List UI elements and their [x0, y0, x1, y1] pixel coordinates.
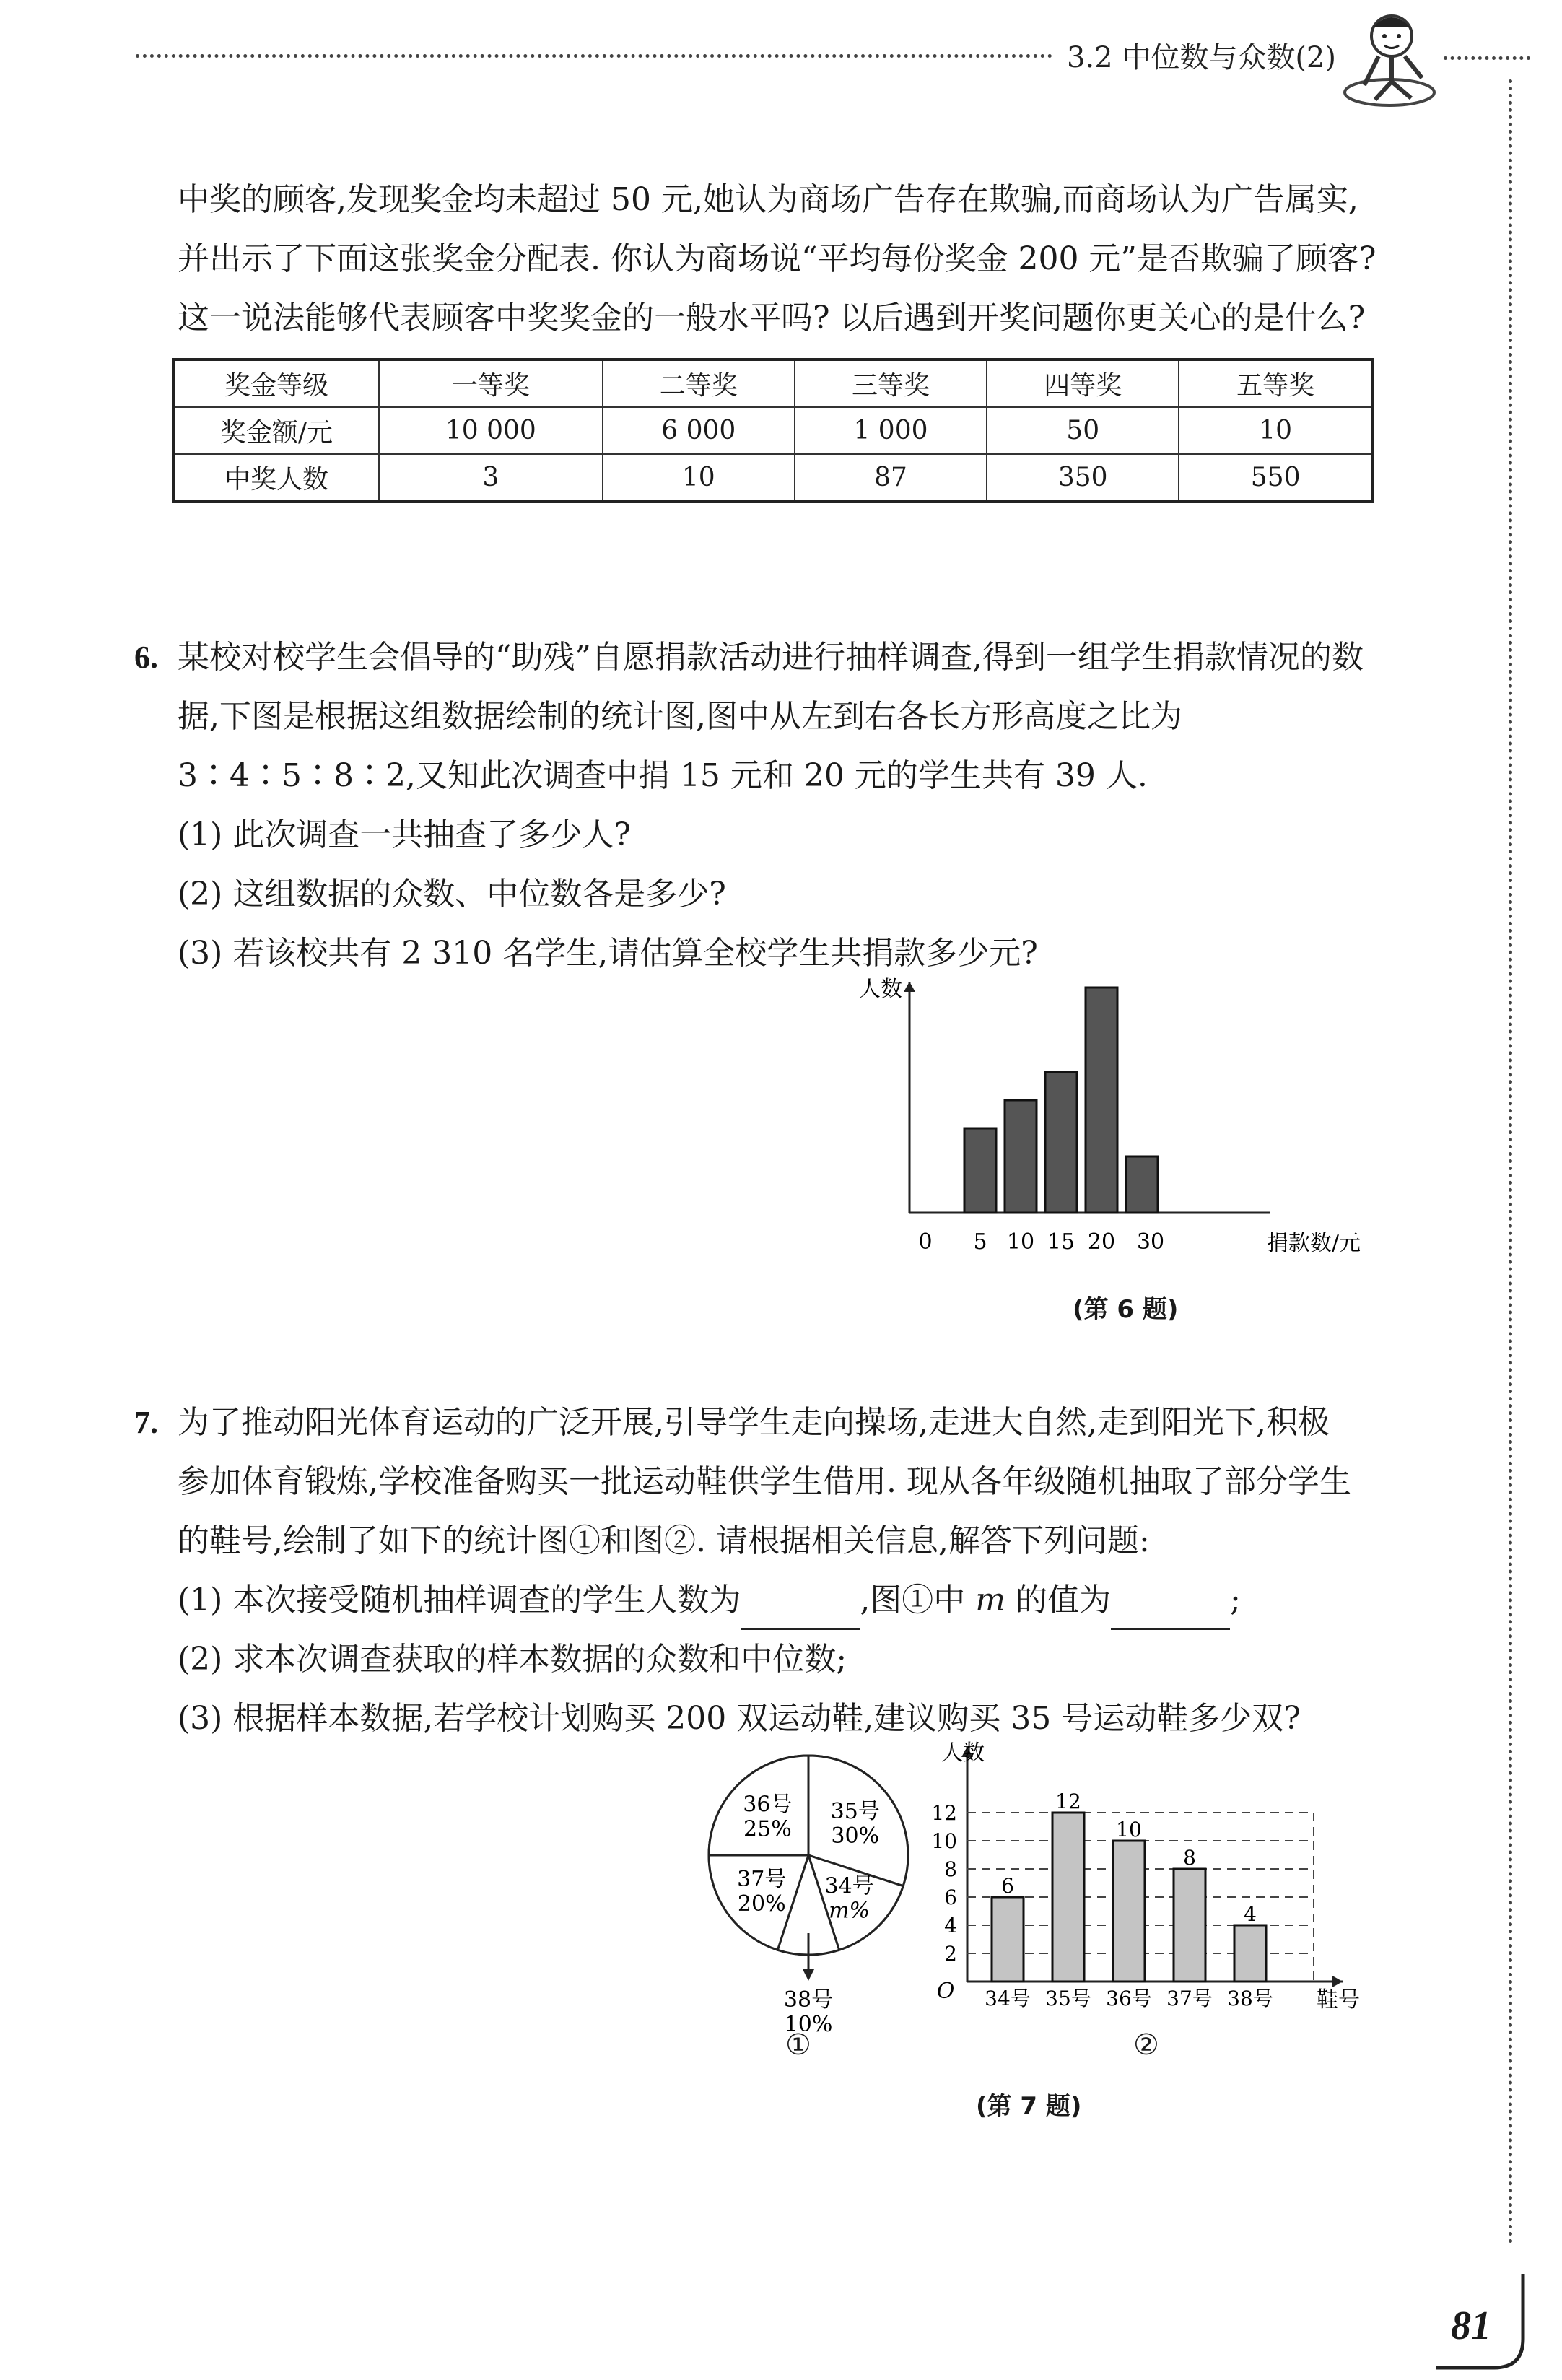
page-number: 81 — [1451, 2303, 1491, 2348]
table-cell: 五等奖 — [1179, 359, 1373, 407]
shoe-size-pie-chart — [686, 1732, 931, 2037]
table-cell: 一等奖 — [379, 359, 603, 407]
x-axis-label: 捐款数/元 — [1266, 1231, 1361, 1256]
table-cell: 三等奖 — [795, 359, 987, 407]
q7-sub-1-text-c: 的值为 — [1005, 1582, 1112, 1618]
prize-table — [172, 358, 1374, 503]
q7-sub-1-text-a: (1) 本次接受随机抽样调查的学生人数为 — [178, 1582, 741, 1618]
x-tick-label: 34号 — [985, 1987, 1031, 2010]
pie-label-value: 20% — [737, 1891, 786, 1917]
bar-34号 — [992, 1897, 1024, 1982]
y-axis-label: 人数 — [859, 977, 902, 1002]
header-rule — [136, 54, 1052, 58]
y-tick-label: 8 — [944, 1857, 957, 1881]
x-tick-label: 5 — [973, 1229, 987, 1255]
q6-number: 6. — [134, 640, 158, 675]
row-header: 中奖人数 — [173, 454, 379, 502]
pie-label-value: m% — [829, 1898, 871, 1924]
x-tick-label: 20 — [1087, 1229, 1116, 1255]
table-cell: 87 — [795, 454, 987, 502]
q7-line-3: 的鞋号,绘制了如下的统计图①和图②. 请根据相关信息,解答下列问题: — [178, 1522, 1150, 1559]
x-tick-label: 15 — [1047, 1229, 1075, 1255]
bar-10 — [1005, 1100, 1037, 1213]
pie-label-name: 37号 — [737, 1867, 787, 1893]
fig1-label: ① — [785, 2028, 811, 2062]
y-tick-label: 6 — [944, 1886, 957, 1909]
q7-sub-2: (2) 求本次调查获取的样本数据的众数和中位数; — [178, 1641, 847, 1678]
q6-line-2: 据,下图是根据这组数据绘制的统计图,图中从左到右各长方形高度之比为 — [178, 698, 1182, 735]
x-tick-label: 37号 — [1166, 1987, 1213, 2010]
bar-value-label: 12 — [1055, 1790, 1081, 1813]
q6-line-3: 3∶4∶5∶8∶2,又知此次调查中捐 15 元和 20 元的学生共有 39 人. — [178, 757, 1148, 794]
answer-blank-1[interactable] — [741, 1595, 860, 1630]
y-tick-label: 10 — [931, 1829, 957, 1853]
table-cell: 6 000 — [603, 407, 795, 454]
table-cell: 50 — [987, 407, 1179, 454]
bar-value-label: 8 — [1183, 1846, 1196, 1870]
pie-label-name: 36号 — [743, 1792, 793, 1818]
bar-value-label: 6 — [1001, 1874, 1014, 1898]
q7-sub-1 — [178, 1571, 1241, 1630]
header-rule-right — [1444, 56, 1530, 60]
margin-rule — [1509, 79, 1512, 2245]
table-row — [173, 359, 1373, 407]
x-tick-label: 10 — [1006, 1229, 1035, 1255]
bar-30 — [1126, 1156, 1158, 1213]
pie-label-value: 10% — [784, 2012, 833, 2037]
q6-sub-2: (2) 这组数据的众数、中位数各是多少? — [178, 876, 726, 912]
table-cell: 1 000 — [795, 407, 987, 454]
bar-5 — [964, 1128, 996, 1213]
y-tick-label: 4 — [944, 1914, 957, 1937]
bar-value-label: 4 — [1244, 1902, 1257, 1926]
q7-line-1: 为了推动阳光体育运动的广泛开展,引导学生走向操场,走进大自然,走到阳光下,积极 — [178, 1404, 1330, 1441]
q7-sub-1-text-d: ; — [1230, 1582, 1241, 1618]
q7-sub-3: (3) 根据样本数据,若学校计划购买 200 双运动鞋,建议购买 35 号运动鞋多少双? — [178, 1700, 1301, 1737]
table-cell: 550 — [1179, 454, 1373, 502]
answer-blank-2[interactable] — [1111, 1595, 1230, 1630]
bar-35号 — [1052, 1813, 1084, 1982]
x-axis-arrow — [1332, 1976, 1343, 1987]
y-tick-label: 2 — [944, 1942, 957, 1966]
x-axis-label: 鞋号 — [1317, 1987, 1360, 2013]
q6-line-1: 某校对校学生会倡导的“助残”自愿捐款活动进行抽样调查,得到一组学生捐款情况的数 — [178, 639, 1364, 676]
q6-caption: (第 6 题) — [1073, 1295, 1179, 1324]
table-row — [173, 407, 1373, 454]
table-cell: 10 — [1179, 407, 1373, 454]
bar-38号 — [1234, 1925, 1266, 1982]
y-axis-label: 人数 — [941, 1740, 985, 1766]
pie-leader-arrow — [803, 1969, 814, 1981]
bar-37号 — [1174, 1869, 1205, 1982]
bar-20 — [1086, 988, 1117, 1213]
pie-label-name: 34号 — [824, 1873, 874, 1899]
pie-label-name: 35号 — [830, 1798, 880, 1824]
pie-label-value: 25% — [743, 1816, 792, 1842]
row-header: 奖金额/元 — [173, 407, 379, 454]
row-header: 奖金等级 — [173, 359, 379, 407]
pie-label-value: 30% — [831, 1823, 880, 1849]
table-cell: 四等奖 — [987, 359, 1179, 407]
origin-label: O — [936, 1979, 955, 2004]
shoe-size-bar-chart — [924, 1732, 1371, 2021]
donation-bar-chart — [859, 967, 1371, 1270]
x-tick-label: 30 — [1136, 1229, 1165, 1255]
q7-caption: (第 7 题) — [976, 2092, 1082, 2121]
y-axis-arrow — [904, 982, 915, 992]
bar-15 — [1045, 1072, 1077, 1213]
table-row — [173, 454, 1373, 502]
x-tick-label: 35号 — [1045, 1987, 1091, 2010]
y-tick-label: 12 — [931, 1801, 957, 1825]
table-cell: 3 — [379, 454, 603, 502]
table-cell: 10 — [603, 454, 795, 502]
pie-label-name: 38号 — [783, 1987, 834, 2013]
q7-variable-m: m — [975, 1582, 1006, 1618]
x-tick-label: 36号 — [1106, 1987, 1152, 2010]
x-tick-label: 38号 — [1227, 1987, 1273, 2010]
fig2-label: ② — [1133, 2028, 1159, 2062]
q7-sub-1-text-b: ,图①中 — [860, 1582, 976, 1618]
bar-value-label: 10 — [1116, 1818, 1142, 1841]
table-cell: 10 000 — [379, 407, 603, 454]
q7-number: 7. — [134, 1405, 158, 1440]
table-cell: 二等奖 — [603, 359, 795, 407]
table-cell: 350 — [987, 454, 1179, 502]
q7-line-2: 参加体育锻炼,学校准备购买一批运动鞋供学生借用. 现从各年级随机抽取了部分学生 — [178, 1463, 1351, 1500]
origin-label: 0 — [918, 1229, 933, 1255]
section-title: 3.2 中位数与众数(2) — [1067, 41, 1336, 74]
intro-line-1: 中奖的顾客,发现奖金均未超过 50 元,她认为商场广告存在欺骗,而商场认为广告属实, — [178, 181, 1358, 218]
mascot-icon — [1335, 6, 1444, 114]
q6-sub-3: (3) 若该校共有 2 310 名学生,请估算全校学生共捐款多少元? — [178, 935, 1038, 972]
q6-sub-1: (1) 此次调查一共抽查了多少人? — [178, 816, 631, 853]
bar-36号 — [1113, 1841, 1145, 1982]
intro-line-2: 并出示了下面这张奖金分配表. 你认为商场说“平均每份奖金 200 元”是否欺骗了顾客? — [178, 240, 1376, 277]
intro-line-3: 这一说法能够代表顾客中奖奖金的一般水平吗? 以后遇到开奖问题你更关心的是什么? — [178, 300, 1366, 336]
